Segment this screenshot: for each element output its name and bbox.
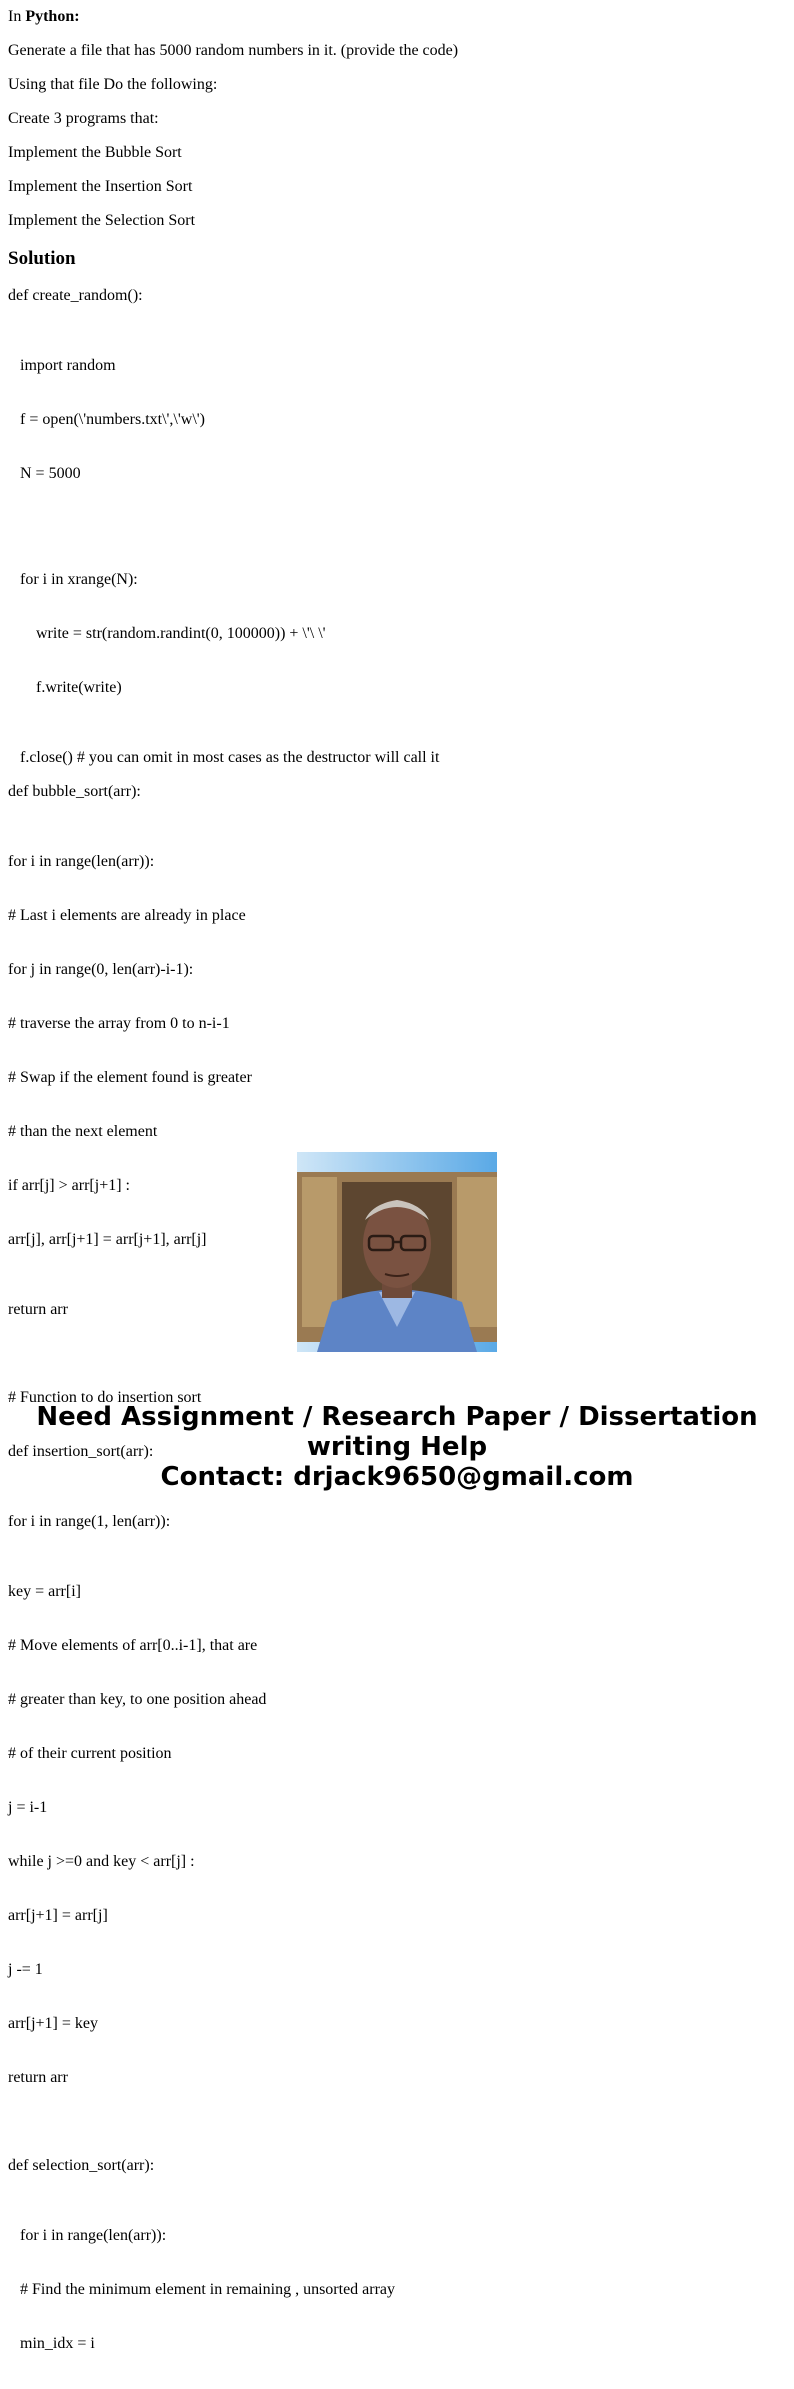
code-line: for i in range(len(arr)):	[8, 853, 155, 870]
code-block	[8, 1547, 786, 2123]
code-line: f = open(\'numbers.txt\',\'w\')	[20, 411, 205, 428]
code-block	[8, 535, 786, 733]
code-line: key = arr[i]	[8, 1583, 81, 1600]
question-line: Using that file Do the following:	[8, 76, 218, 93]
question-line: Generate a file that has 5000 random numbers in it. (provide the code)	[8, 42, 459, 59]
avatar-photo	[297, 1152, 497, 1352]
code-line: write = str(random.randint(0, 100000)) + \'\ \'	[36, 625, 326, 642]
avatar	[297, 1152, 497, 1352]
promo-text	[0, 1402, 794, 1492]
question-line: Implement the Bubble Sort	[8, 144, 182, 161]
code-line: while j >=0 and key < arr[j] :	[8, 1853, 195, 1870]
question-line: Implement the Insertion Sort	[8, 178, 193, 195]
promo-line: Need Assignment / Research Paper / Dissertation	[36, 1402, 758, 1432]
code-line: return arr	[8, 2069, 68, 2086]
promo-footer	[0, 1152, 794, 1492]
code-line: # Function to do insertion sort	[8, 1389, 202, 1406]
code-block	[8, 2191, 786, 2389]
code-block	[8, 321, 786, 519]
code-line: for i in range(len(arr)):	[20, 2227, 167, 2244]
promo-line: writing Help	[306, 1432, 488, 1462]
code-line: def insertion_sort(arr):	[8, 1443, 154, 1460]
code-line: for i in range(1, len(arr)):	[8, 1513, 171, 1530]
code-line: # Swap if the element found is greater	[8, 1069, 252, 1086]
code-line: N = 5000	[20, 465, 81, 482]
code-line: j -= 1	[8, 1961, 43, 1978]
code-line: # traverse the array from 0 to n-i-1	[8, 1015, 230, 1032]
code-line: arr[j+1] = key	[8, 2015, 99, 2032]
code-line: f.write(write)	[36, 679, 122, 696]
code-line: # Move elements of arr[0..i-1], that are	[8, 1637, 258, 1654]
code-line: # greater than key, to one position ahead	[8, 1691, 267, 1708]
code-line: def selection_sort(arr):	[8, 2157, 155, 2174]
promo-contact: Contact: drjack9650@gmail.com	[160, 1462, 634, 1492]
code-line: for i in xrange(N):	[20, 571, 138, 588]
code-line: return arr	[8, 1301, 68, 1318]
intro-prefix: In	[8, 8, 26, 25]
solution-heading: Solution	[8, 248, 76, 269]
question-line: Implement the Selection Sort	[8, 212, 196, 229]
code-line: import random	[20, 357, 116, 374]
code-line: min_idx = i	[20, 2335, 95, 2352]
code-line: # Last i elements are already in place	[8, 907, 246, 924]
code-line: f.close() # you can omit in most cases as the destructor will call it	[20, 749, 440, 766]
code-line: if arr[j] > arr[j+1] :	[8, 1177, 130, 1194]
code-line: # Find the minimum element in remaining , unsorted array	[20, 2281, 396, 2298]
code-line: j = i-1	[8, 1799, 48, 1816]
code-line: # of their current position	[8, 1745, 172, 1762]
code-line: def bubble_sort(arr):	[8, 783, 141, 800]
code-line: arr[j+1] = arr[j]	[8, 1907, 108, 1924]
intro-language: Python:	[25, 8, 80, 25]
code-line: def create_random():	[8, 287, 143, 304]
code-line: # than the next element	[8, 1123, 158, 1140]
question-line: Create 3 programs that:	[8, 110, 159, 127]
code-line: for j in range(0, len(arr)-i-1):	[8, 961, 194, 978]
intro-line	[8, 8, 786, 26]
code-line: arr[j], arr[j+1] = arr[j+1], arr[j]	[8, 1231, 207, 1248]
